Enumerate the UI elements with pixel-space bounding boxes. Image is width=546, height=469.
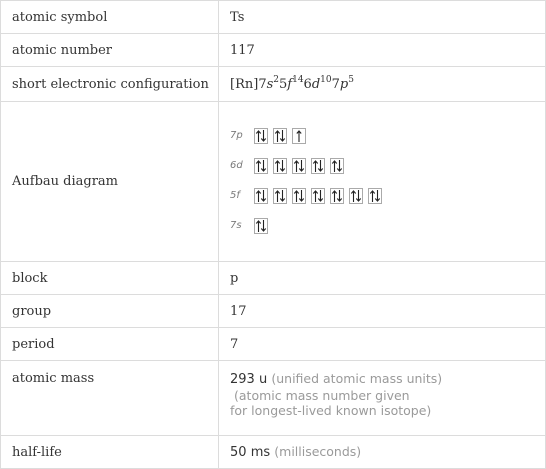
label-atomic-number: atomic number xyxy=(1,34,219,67)
electron-arrows xyxy=(293,159,305,173)
config-7p-n: 7 xyxy=(331,76,340,92)
config-core: [Rn] xyxy=(230,76,259,92)
orbital-label: 7p xyxy=(230,130,243,141)
value-group: 17 xyxy=(219,295,546,328)
orbital-box xyxy=(311,188,325,204)
row-atomic-number xyxy=(1,34,546,67)
spin-up-arrow xyxy=(313,161,317,172)
spin-down-arrow xyxy=(337,190,341,201)
electron-arrows xyxy=(369,189,381,203)
orbital-box xyxy=(273,158,287,174)
spin-up-arrow xyxy=(332,161,336,172)
label-period: period xyxy=(1,328,219,361)
spin-down-arrow xyxy=(337,160,341,171)
row-aufbau xyxy=(1,102,546,262)
row-group xyxy=(1,295,546,328)
spin-up-arrow xyxy=(275,191,279,202)
spin-down-arrow xyxy=(299,190,303,201)
orbital-box xyxy=(254,218,268,234)
electron-arrows xyxy=(274,189,286,203)
orbital-box xyxy=(254,188,268,204)
electron-arrows xyxy=(274,129,286,143)
electron-arrows xyxy=(331,159,343,173)
spin-down-arrow xyxy=(261,160,265,171)
row-electron-config xyxy=(1,67,546,102)
orbital-box xyxy=(273,188,287,204)
spin-up-arrow xyxy=(256,191,260,202)
orbital-box xyxy=(330,188,344,204)
orbital-row-6d xyxy=(230,156,545,176)
electron-arrows xyxy=(350,189,362,203)
value-half-life xyxy=(219,436,546,469)
row-block xyxy=(1,262,546,295)
value-period: 7 xyxy=(219,328,546,361)
electron-arrows xyxy=(274,159,286,173)
value-atomic-number: 117 xyxy=(219,34,546,67)
orbital-box xyxy=(254,158,268,174)
value-electron-config xyxy=(219,67,546,102)
mass-value: 293 xyxy=(230,372,255,387)
spin-up-arrow xyxy=(294,191,298,202)
value-block: p xyxy=(219,262,546,295)
orbital-box xyxy=(292,158,306,174)
orbital-box xyxy=(292,128,306,144)
row-half-life xyxy=(1,436,546,469)
orbital-row-7s xyxy=(230,216,545,236)
halflife-unit-desc: (milliseconds) xyxy=(274,444,362,459)
config-6d-l: d xyxy=(311,76,321,92)
spin-up-arrow xyxy=(370,191,374,202)
config-7p-l: p xyxy=(339,76,349,92)
orbital-box xyxy=(273,128,287,144)
orbital-box xyxy=(349,188,363,204)
spin-up-arrow xyxy=(294,161,298,172)
electron-arrows xyxy=(255,219,267,233)
config-5f-e: 14 xyxy=(292,74,304,85)
orbital-label: 5f xyxy=(230,190,240,201)
spin-down-arrow xyxy=(318,190,322,201)
config-5f-l: f xyxy=(287,76,293,92)
orbital-label: 6d xyxy=(230,160,243,171)
spin-down-arrow xyxy=(375,190,379,201)
spin-down-arrow xyxy=(280,190,284,201)
electron-arrows xyxy=(312,189,324,203)
electron-arrows xyxy=(255,129,267,143)
spin-down-arrow xyxy=(261,190,265,201)
config-6d-e: 10 xyxy=(320,74,332,85)
orbital-box xyxy=(292,188,306,204)
halflife-unit: ms xyxy=(250,445,271,460)
spin-down-arrow xyxy=(318,160,322,171)
orbital-box xyxy=(330,158,344,174)
label-electron-config: short electronic configuration xyxy=(1,67,219,102)
spin-down-arrow xyxy=(356,190,360,201)
spin-up-arrow xyxy=(297,131,301,142)
mass-unit: u xyxy=(258,372,268,387)
spin-down-arrow xyxy=(261,130,265,141)
spin-down-arrow xyxy=(261,220,265,231)
spin-up-arrow xyxy=(275,131,279,142)
value-atomic-mass xyxy=(219,361,546,436)
label-group: group xyxy=(1,295,219,328)
label-aufbau: Aufbau diagram xyxy=(1,102,219,262)
mass-note-2: for longest-lived known isotope) xyxy=(230,403,432,418)
spin-up-arrow xyxy=(332,191,336,202)
spin-down-arrow xyxy=(280,160,284,171)
spin-up-arrow xyxy=(256,221,260,232)
row-atomic-mass xyxy=(1,361,546,436)
orbital-box xyxy=(254,128,268,144)
electron-arrows xyxy=(331,189,343,203)
orbital-label: 7s xyxy=(230,220,242,231)
label-atomic-mass: atomic mass xyxy=(1,361,219,436)
spin-up-arrow xyxy=(256,161,260,172)
label-half-life: half-life xyxy=(1,436,219,469)
orbital-box xyxy=(368,188,382,204)
config-7p-e: 5 xyxy=(348,74,354,85)
spin-up-arrow xyxy=(275,161,279,172)
spin-up-arrow xyxy=(256,131,260,142)
orbital-row-5f xyxy=(230,186,545,206)
orbital-box xyxy=(311,158,325,174)
electron-arrows xyxy=(255,159,267,173)
config-7s-l: s xyxy=(266,76,274,92)
config-6d-n: 6 xyxy=(303,76,312,92)
electron-arrows xyxy=(293,189,305,203)
spin-down-arrow xyxy=(280,130,284,141)
spin-up-arrow xyxy=(313,191,317,202)
electron-arrows xyxy=(312,159,324,173)
mass-note-1: (atomic mass number given xyxy=(234,388,410,403)
row-atomic-symbol xyxy=(1,1,546,34)
config-5f-n: 5 xyxy=(279,76,288,92)
mass-unit-desc: (unified atomic mass units) xyxy=(271,371,443,386)
spin-up-arrow xyxy=(351,191,355,202)
row-period xyxy=(1,328,546,361)
orbital-row-7p xyxy=(230,126,545,146)
label-atomic-symbol: atomic symbol xyxy=(1,1,219,34)
electron-arrows xyxy=(255,189,267,203)
value-atomic-symbol: Ts xyxy=(219,1,546,34)
halflife-value: 50 xyxy=(230,445,247,460)
label-block: block xyxy=(1,262,219,295)
aufbau-diagram xyxy=(219,102,546,262)
config-7s-e: 2 xyxy=(273,74,279,85)
config-7s-n: 7 xyxy=(258,76,267,92)
spin-down-arrow xyxy=(299,160,303,171)
electron-arrows xyxy=(293,129,305,143)
